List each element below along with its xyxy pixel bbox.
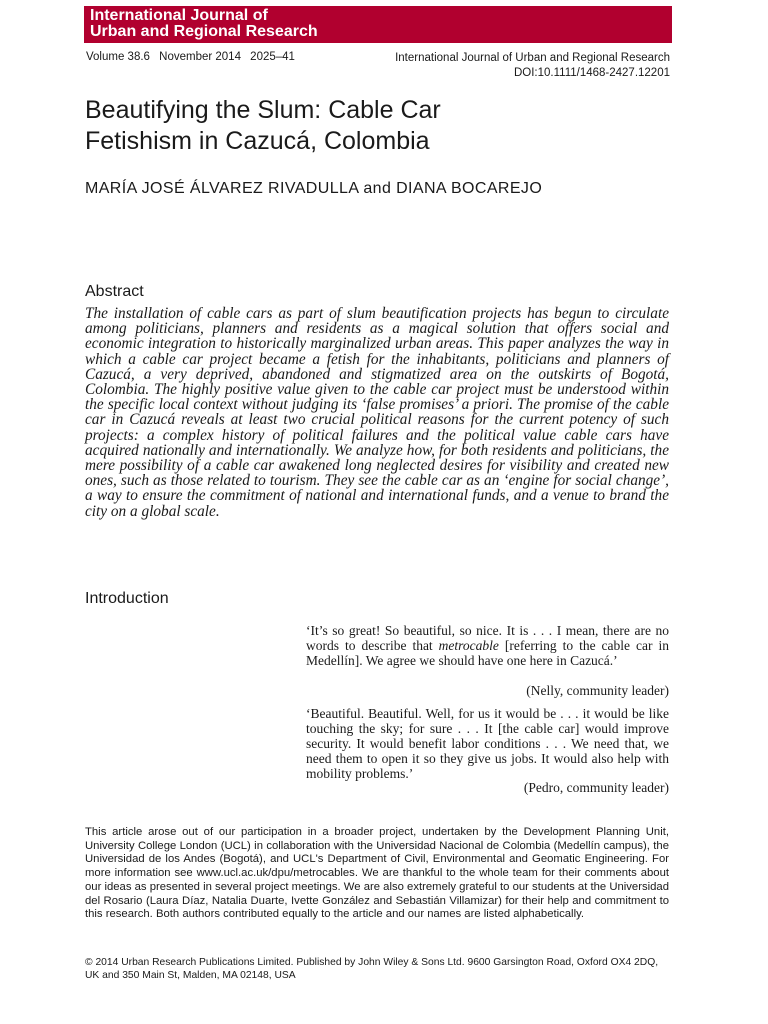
epigraph-quote-2: ‘Beautiful. Beautiful. Well, for us it would be . . . it would be like touching the sky; for sure . . . It [the cable car] would improve security. It would benefit labor conditions . . . We need that, we need them to open it so they give us jobs. It would also help with mobility problems.’ (306, 706, 669, 781)
journal-banner-line-2: Urban and Regional Research (90, 23, 318, 40)
page-range: 2025–41 (250, 51, 295, 63)
quote-1-attribution: (Nelly, community leader) (526, 683, 669, 698)
copyright-notice: © 2014 Urban Research Publications Limited. Published by John Wiley & Sons Ltd. 9600 Garsington Road, Oxford OX4 2DQ, UK and 350 Main St, Malden, MA 02148, USA (85, 957, 659, 981)
journal-reference (395, 51, 670, 81)
quote-1-emphasis: metrocable (438, 638, 499, 653)
issue-info (86, 51, 301, 63)
abstract-heading: Abstract (85, 283, 144, 300)
acknowledgement-footnote: This article arose out of our participation in a broader project, undertaken by the Development Planning Unit, University College London (UCL) in collaboration with the Universidad Nacional de Colombia (Medellín campus), the Universidad de los Andes (Bogotá), and UCL's Department of Civil, Environmental and Geomatic Engineering. For more information see www.ucl.ac.uk/dpu/metrocables. We are thankful to the whole team for their comments about our ideas as presented in several project meetings. We are also extremely grateful to our students at the Universidad del Rosario (Laura Díaz, Natalia Duarte, Ivette González and Sebastián Villamizar) for their help and commitment to this research. Both authors contributed equally to the article and our names are listed alphabetically. (85, 826, 669, 921)
quote-1-text-a: ‘It’s so great! So beautiful, so nice. It is . . . I mean, there are no words to describe that (306, 623, 669, 653)
authors: MARÍA JOSÉ ÁLVAREZ RIVADULLA and DIANA BOCAREJO (85, 180, 543, 197)
article-title-line-1: Beautifying the Slum: Cable Car (85, 96, 441, 124)
volume: Volume 38.6 (86, 51, 150, 63)
doi: DOI:10.1111/1468-2427.12201 (513, 67, 670, 79)
article-title-line-2: Fetishism in Cazucá, Colombia (85, 127, 430, 155)
quote-1-text-b: [referring to the cable car in Medellín]. We agree we should have one here in Cazucá.’ (306, 638, 669, 668)
quote-2-attribution: (Pedro, community leader) (523, 780, 669, 795)
article-title (85, 95, 685, 157)
epigraph-quote-1 (306, 623, 669, 668)
journal-banner (84, 6, 672, 43)
journal-name: International Journal of Urban and Regional Research (395, 52, 670, 64)
introduction-heading: Introduction (85, 590, 169, 607)
abstract-text: The installation of cable cars as part of slum beautification projects has begun to circulate among politicians, planners and residents as a magical solution that offers social and economic integration to historically marginalized urban areas. This paper analyzes the way in which a cable car project became a fetish for the inhabitants, politicians and planners of Cazucá, a very deprived, abandoned and stigmatized area on the outskirts of Bogotá, Colombia. The highly positive value given to the cable car project must be understood within the specific local context without judging its ‘false promises’ a priori. The promise of the cable car in Cazucá reveals at least two crucial political reasons for the current potency of such projects: a complex history of political failures and the political value cable cars have acquired nationally and internationally. We analyze how, for both residents and politicians, the mere possibility of a cable car awakened long neglected desires for visibility and created new ones, such as those related to tourism. They see the cable car as an ‘engine for social change’, a way to ensure the commitment of national and international funds, and a venue to brand the city on a global scale. (85, 305, 669, 520)
issue-date: November 2014 (159, 51, 241, 63)
journal-banner-line-1: International Journal of (90, 7, 268, 24)
